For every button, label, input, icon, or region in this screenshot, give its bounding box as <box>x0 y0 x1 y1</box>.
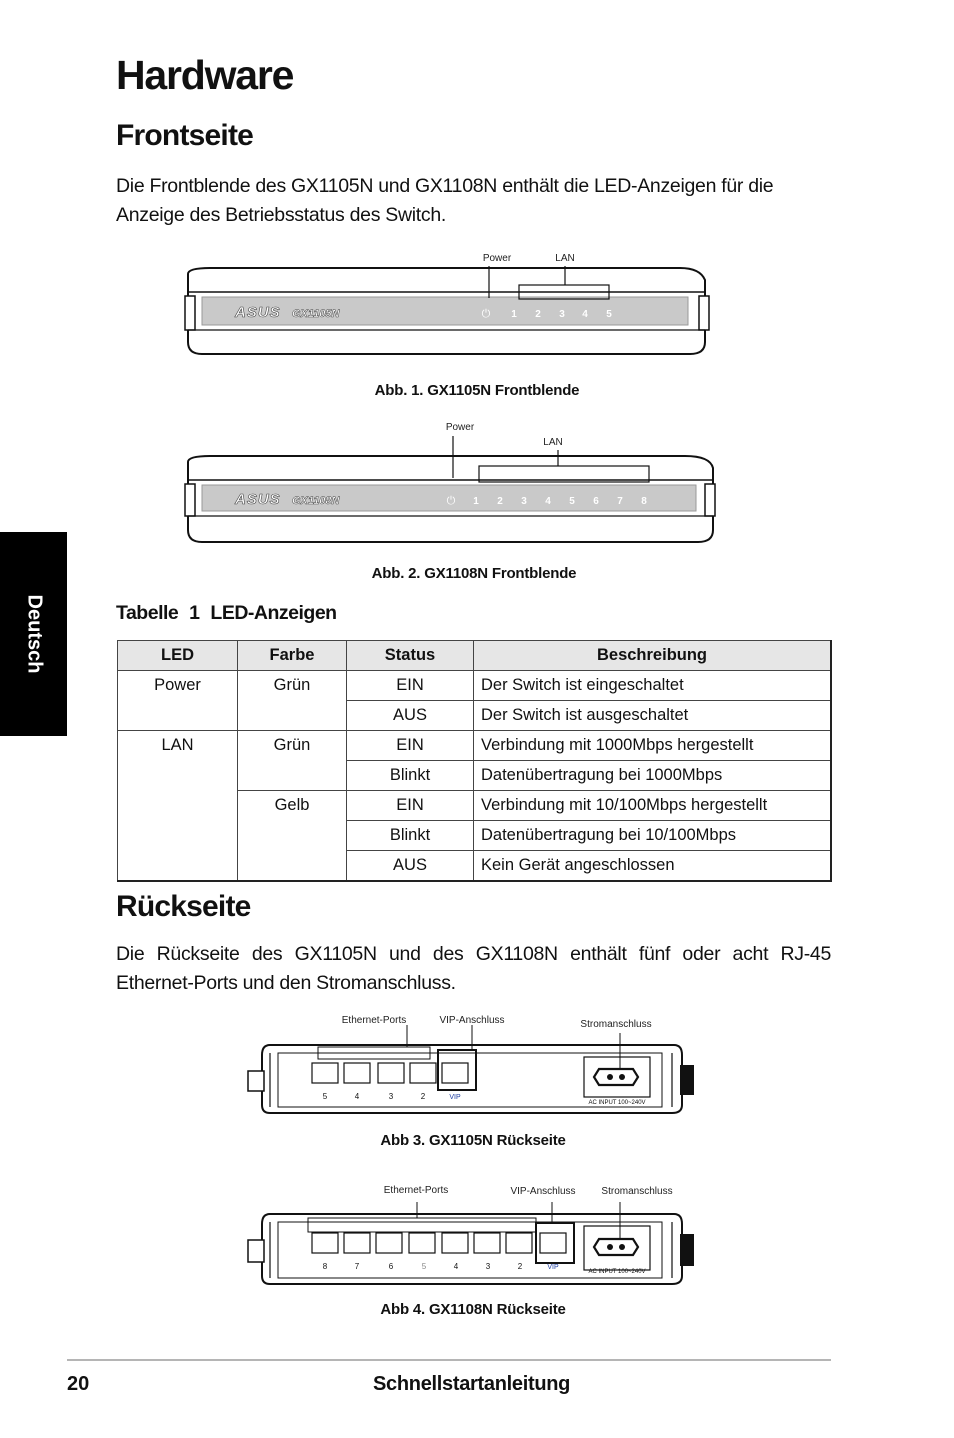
table-row <box>118 731 832 761</box>
fig2-port-4: 4 <box>545 496 551 507</box>
fig3-ac-input-label: AC INPUT 100~240V <box>588 1100 646 1106</box>
table-cell-status: AUS <box>347 701 474 731</box>
led-table <box>117 640 832 882</box>
fig1-front-panel-illustration <box>180 262 720 362</box>
table-header-row <box>118 641 832 671</box>
fig3-port-2: 2 <box>420 1092 426 1101</box>
front-intro: Die Frontblende des GX1105N und GX1108N enthält die LED-Anzeigen für die Anzeige des Betriebsstatus des Switch. <box>116 175 774 226</box>
fig4-ac-input-label: AC INPUT 100~240V <box>588 1269 646 1275</box>
page-number: 20 <box>67 1373 90 1395</box>
fig1-port-5: 5 <box>606 309 612 320</box>
fig1-port-2: 2 <box>535 309 541 320</box>
fig1-port-1: 1 <box>511 309 517 320</box>
table-header-led: LED <box>118 641 238 671</box>
fig2-front-panel-illustration <box>180 432 720 552</box>
fig3-port-4: 4 <box>354 1092 360 1101</box>
table-cell-description: Der Switch ist ausgeschaltet <box>474 701 832 731</box>
fig3-caption: Abb 3. GX1105N Rückseite <box>380 1132 566 1149</box>
fig1-port-4: 4 <box>582 309 588 320</box>
front-heading: Frontseite <box>116 119 254 152</box>
fig4-port-8: 8 <box>322 1262 328 1271</box>
fig4-port-3: 3 <box>485 1262 491 1271</box>
fig3-label-vip: VIP-Anschluss <box>439 1015 505 1026</box>
fig3-label-power: Stromanschluss <box>580 1019 652 1030</box>
fig2-model-text: GX1108N <box>292 495 340 507</box>
fig2-port-3: 3 <box>521 496 527 507</box>
fig4-port-7: 7 <box>354 1262 360 1271</box>
table-cell-led: Power <box>118 671 238 731</box>
fig2-label-lan: LAN <box>543 437 563 448</box>
language-side-tab <box>0 532 67 736</box>
fig2-label-power: Power <box>445 422 475 433</box>
table-cell-status: Blinkt <box>347 821 474 851</box>
fig4-caption: Abb 4. GX1108N Rückseite <box>380 1301 566 1318</box>
table-cell-description: Verbindung mit 10/100Mbps hergestellt <box>474 791 832 821</box>
table-cell-color: Grün <box>238 671 347 731</box>
fig2-port-1: 1 <box>473 496 479 507</box>
table-cell-status: Blinkt <box>347 761 474 791</box>
table-cell-description: Datenübertragung bei 10/100Mbps <box>474 821 832 851</box>
fig3-label-ports: Ethernet-Ports <box>341 1015 407 1026</box>
fig2-port-7: 7 <box>617 496 623 507</box>
fig4-port-2: 2 <box>517 1262 523 1271</box>
fig1-port-3: 3 <box>559 309 565 320</box>
table-cell-led: LAN <box>118 731 238 882</box>
fig1-label-power: Power <box>482 253 512 264</box>
language-tab-label: Deutsch <box>23 594 45 674</box>
table-row <box>118 671 832 701</box>
fig4-port-4: 4 <box>453 1262 459 1271</box>
fig1-label-lan: LAN <box>555 253 575 264</box>
table-title: Tabelle 1 LED-Anzeigen <box>116 602 337 624</box>
table-cell-color: Gelb <box>238 791 347 882</box>
fig4-port-6: 6 <box>388 1262 394 1271</box>
table-cell-description: Der Switch ist eingeschaltet <box>474 671 832 701</box>
fig1-brand-text: ASUS <box>235 304 281 321</box>
fig3-port-3: 3 <box>388 1092 394 1101</box>
fig4-label-power: Stromanschluss <box>601 1186 673 1197</box>
fig2-port-8: 8 <box>641 496 647 507</box>
fig4-vip-label: VIP <box>547 1264 559 1271</box>
table-cell-status: EIN <box>347 731 474 761</box>
table-cell-description: Kein Gerät angeschlossen <box>474 851 832 882</box>
table-header-color: Farbe <box>238 641 347 671</box>
fig3-vip-label: VIP <box>449 1094 461 1101</box>
fig4-port-5: 5 <box>421 1262 427 1271</box>
fig3-rear-panel-illustration <box>244 1025 700 1120</box>
fig1-caption: Abb. 1. GX1105N Frontblende <box>374 382 580 399</box>
footer-divider <box>67 1359 831 1361</box>
fig1-power-icon: ⏻ <box>481 307 491 320</box>
fig3-rj45-ports <box>312 1063 468 1083</box>
table-cell-color: Grün <box>238 731 347 791</box>
table-cell-status: EIN <box>347 791 474 821</box>
fig4-label-vip: VIP-Anschluss <box>510 1186 576 1197</box>
back-intro: Die Rückseite des GX1105N und des GX1108N enthält fünf oder acht RJ-45 Ethernet-Ports und den Stromanschluss. <box>116 943 831 994</box>
fig4-label-ports: Ethernet-Ports <box>383 1185 449 1196</box>
fig2-port-2: 2 <box>497 496 503 507</box>
fig4-rear-panel-illustration <box>244 1196 700 1288</box>
fig2-brand-text: ASUS <box>235 491 281 508</box>
fig1-model-text: GX1105N <box>292 308 340 320</box>
fig2-port-6: 6 <box>593 496 599 507</box>
fig3-port-5: 5 <box>322 1092 328 1101</box>
table-cell-description: Datenübertragung bei 1000Mbps <box>474 761 832 791</box>
table-header-description: Beschreibung <box>474 641 832 671</box>
table-header-status: Status <box>347 641 474 671</box>
table-cell-description: Verbindung mit 1000Mbps hergestellt <box>474 731 832 761</box>
table-cell-status: AUS <box>347 851 474 882</box>
back-heading: Rückseite <box>116 890 251 923</box>
footer-title: Schnellstartanleitung <box>373 1373 571 1395</box>
fig2-port-5: 5 <box>569 496 575 507</box>
fig2-power-icon: ⏻ <box>446 494 456 507</box>
page-title: Hardware <box>116 52 294 98</box>
fig2-caption: Abb. 2. GX1108N Frontblende <box>371 565 577 582</box>
table-cell-status: EIN <box>347 671 474 701</box>
